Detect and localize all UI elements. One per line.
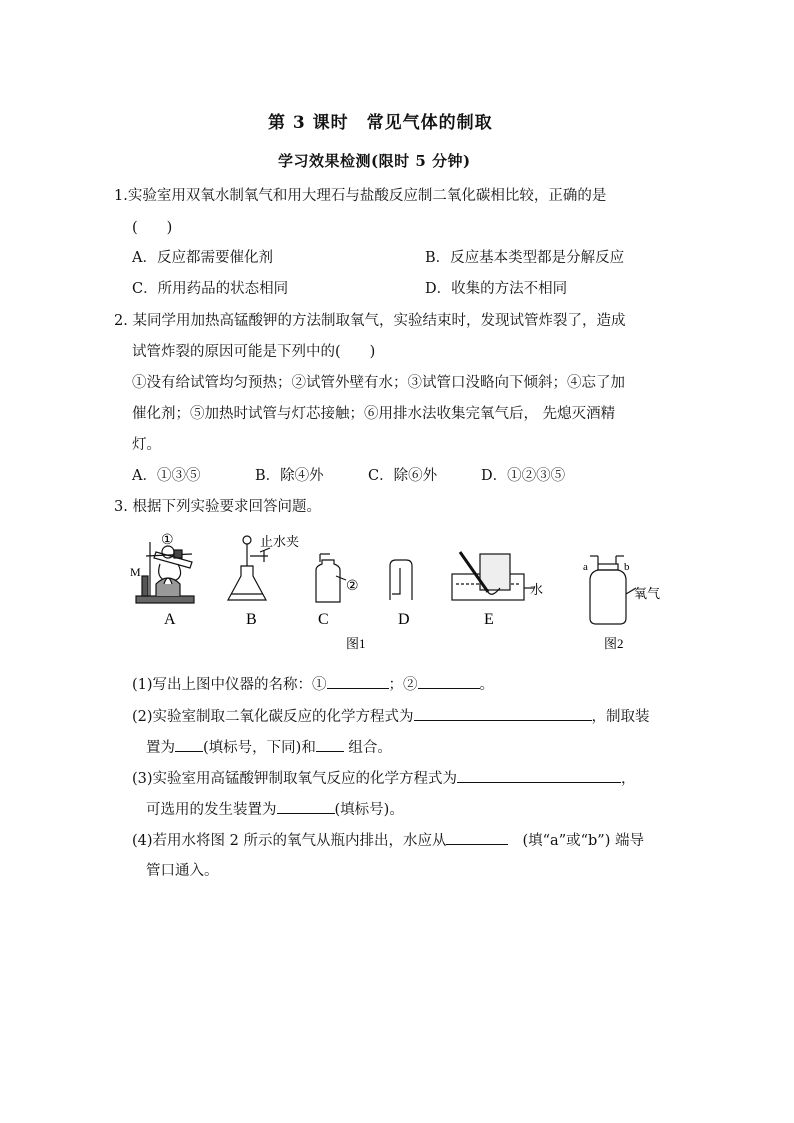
label-app-b: B [246, 611, 257, 628]
q3-sub1-sep: ；② [388, 677, 418, 693]
q3-sub1 [132, 674, 494, 695]
q3-sub4-line1 [132, 830, 644, 851]
q2-option-b: B．除④外 [255, 468, 324, 484]
q3-sub3-end: ， [621, 771, 636, 787]
label-circle-2: ② [346, 579, 359, 594]
q3-sub2-end: ，制取装 [591, 709, 650, 725]
q3-sub2-text: (2)实验室制取二氧化碳反应的化学方程式为 [132, 709, 414, 725]
q3-sub4-text: (4)若用水将图 2 所示的氧气从瓶内排出，水应从 [132, 833, 447, 849]
label-clamp: 止水夹 [260, 534, 300, 549]
q2-items-line3: 灯。 [132, 437, 161, 453]
q3-sub1-end: 。 [479, 677, 495, 693]
label-app-c: C [318, 611, 329, 628]
q3-sub3-line1 [132, 768, 636, 789]
answer-blank-3[interactable] [414, 706, 592, 721]
label-a: a [583, 561, 588, 573]
q2-items-line1: ①没有给试管均匀预热；②试管外壁有水；③试管口没略向下倾斜；④忘了加 [132, 375, 625, 391]
q3-stem: 3. 根据下列实验要求回答问题。 [114, 499, 321, 515]
q3-sub2-line2c: 组合。 [343, 740, 392, 756]
q1-stem-line1: 1.实验室用双氧水制氧气和用大理石与盐酸反应制二氧化碳相比较，正确的是 [114, 188, 607, 204]
answer-blank-4[interactable] [175, 737, 203, 752]
q2-stem-line1: 2. 某同学用加热高锰酸钾的方法制取氧气，实验结束时，发现试管炸裂了，造成 [114, 313, 626, 329]
q3-sub4-line2: 管口通入。 [146, 863, 219, 879]
q1-option-c: C．所用药品的状态相同 [132, 281, 289, 297]
apparatus-e [452, 552, 534, 600]
label-m: M [130, 565, 141, 579]
q3-sub2-line2a: 置为 [146, 740, 175, 756]
q3-sub2-line2 [146, 737, 392, 758]
q2-stem-line2: 试管炸裂的原因可能是下列中的( ) [132, 344, 376, 360]
apparatus-figure [130, 528, 690, 658]
q1-option-b: B．反应基本类型都是分解反应 [425, 250, 625, 266]
label-app-a: A [164, 611, 176, 628]
answer-blank-6[interactable] [457, 768, 621, 783]
q2-option-a: A．①③⑤ [132, 468, 201, 484]
label-app-e: E [484, 611, 494, 628]
label-water: 水 [530, 582, 544, 597]
q2-option-c: C．除⑥外 [368, 468, 438, 484]
q2-option-d: D．①②③⑤ [481, 468, 566, 484]
answer-blank-5[interactable] [316, 737, 344, 752]
apparatus-d [390, 560, 412, 600]
page-title: 第 3 课时 常见气体的制取 [268, 113, 493, 133]
q3-sub3-line2b: (填标号)。 [334, 802, 404, 818]
apparatus-c [316, 554, 346, 602]
label-circle-1: ① [161, 533, 174, 548]
label-app-d: D [398, 611, 410, 628]
q3-sub3-text: (3)实验室用高锰酸钾制取氧气反应的化学方程式为 [132, 771, 458, 787]
answer-blank-7[interactable] [277, 799, 335, 814]
answer-blank-8[interactable] [446, 830, 508, 845]
q1-option-a: A．反应都需要催化剂 [132, 250, 273, 266]
page-subtitle: 学习效果检测(限时 5 分钟) [278, 152, 471, 170]
q3-sub1-text: (1)写出上图中仪器的名称：① [132, 677, 327, 693]
label-b: b [624, 561, 630, 573]
label-fig1: 图1 [346, 636, 366, 651]
q3-sub2-line2b: (填标号，下同)和 [203, 740, 316, 756]
q1-stem-line2: ( ) [132, 220, 173, 236]
q3-sub4-end: (填“a”或“b”) 端导 [522, 833, 644, 849]
label-oxygen: 氧气 [634, 586, 661, 601]
q3-sub3-line2 [146, 799, 404, 820]
answer-blank-2[interactable] [418, 674, 480, 689]
answer-blank-1[interactable] [327, 674, 389, 689]
q1-option-d: D．收集的方法不相同 [425, 281, 568, 297]
apparatus-a [136, 542, 194, 603]
q3-sub2-line1 [132, 706, 650, 727]
label-fig2: 图2 [604, 636, 624, 651]
q2-items-line2: 催化剂；⑤加热时试管与灯芯接触；⑥用排水法收集完氧气后， 先熄灭酒精 [132, 406, 616, 422]
q3-sub3-line2a: 可选用的发生装置为 [146, 802, 277, 818]
